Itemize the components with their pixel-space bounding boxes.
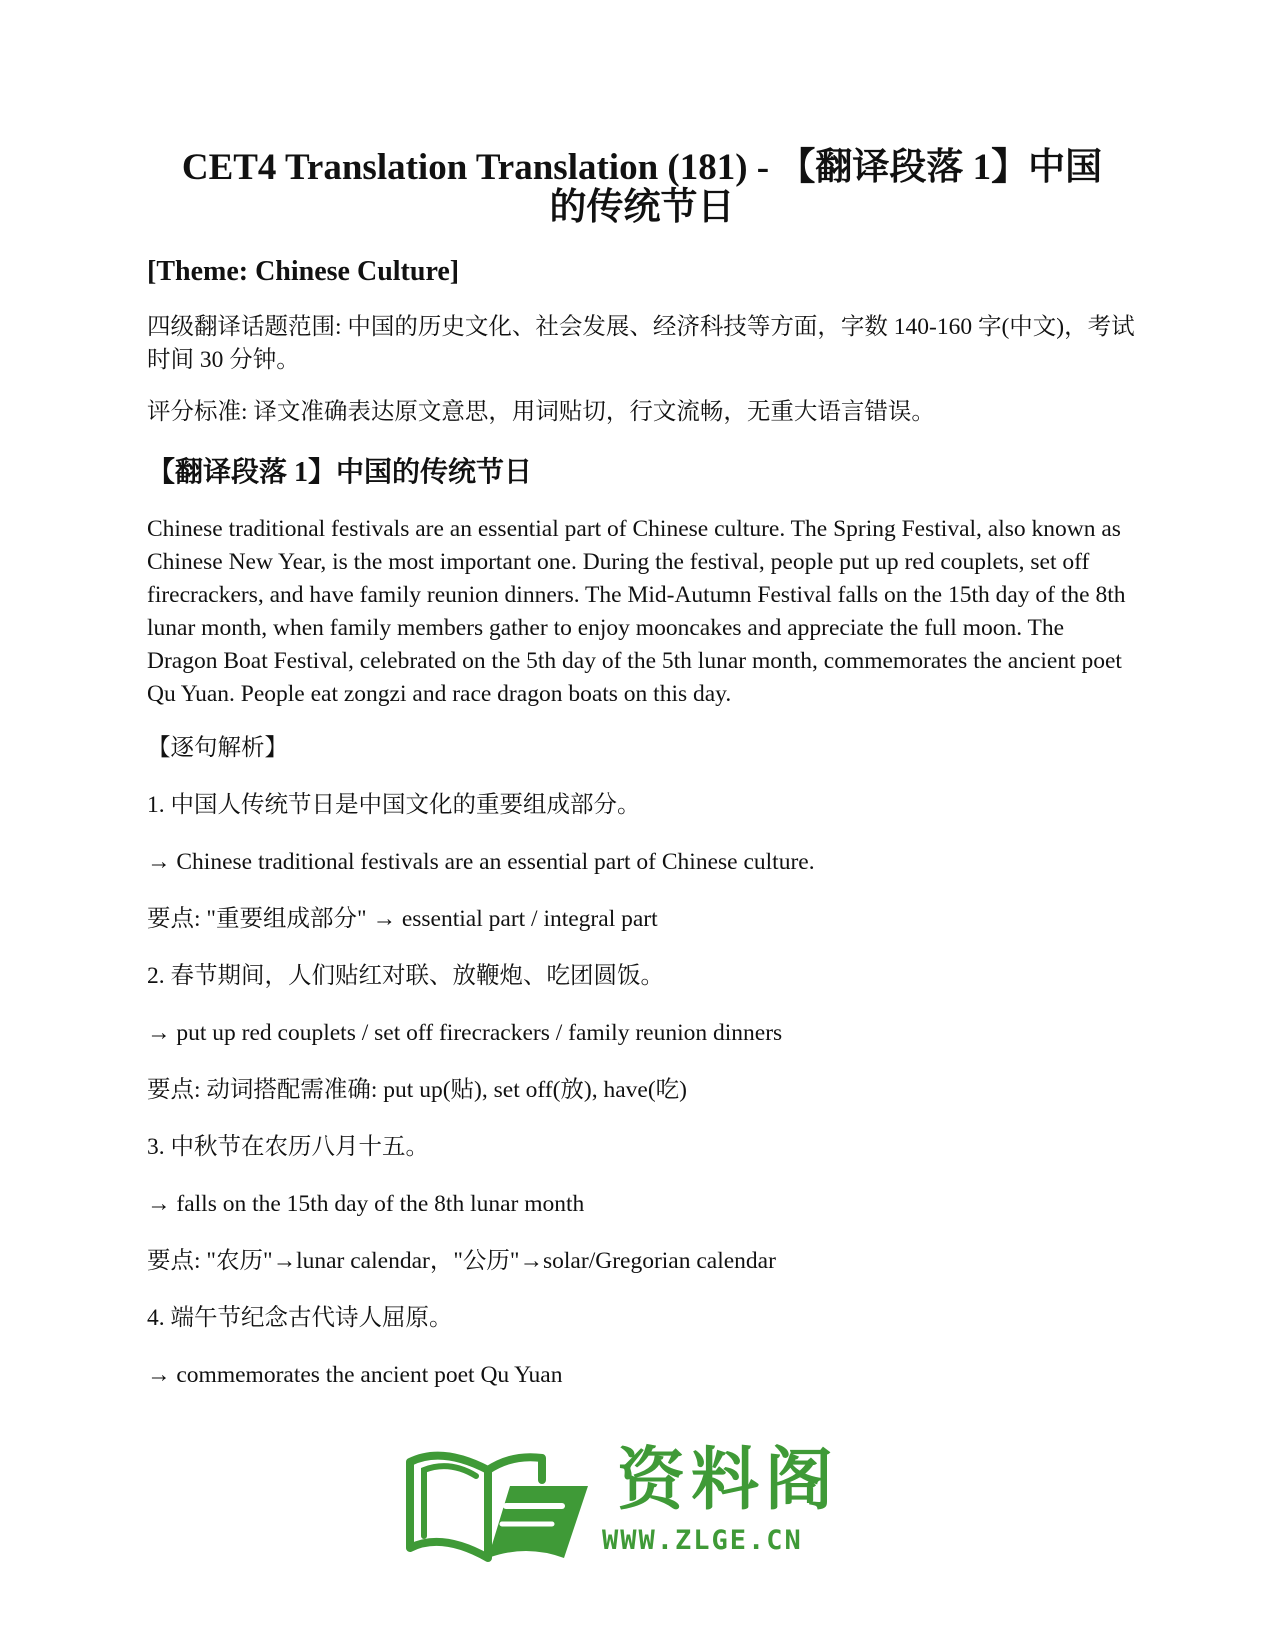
- watermark: [402, 1440, 872, 1570]
- title-line-2: 的传统节日: [549, 187, 735, 228]
- translation-passage: Chinese traditional festivals are an essential part of Chinese culture. The Spring Festival, also known as Chinese New Year, is the most important one. During the festival, people put up red couplets, set off firecrackers, and have family reunion dinners. The Mid-Autumn Festival falls on the 15th day of the 8th lunar month, when family members gather to enjoy mooncakes and appreciate the full moon. The Dragon Boat Festival, celebrated on the 5th day of the 5th lunar month, commemorates the ancient poet Qu Yuan. People eat zongzi and race dragon boats on this day.: [147, 516, 1126, 707]
- analysis-line: → put up red couplets / set off firecrackers / family reunion dinners: [147, 1020, 783, 1046]
- title-line-1: CET4 Translation Translation (181) - 【翻译段落 1】中国: [181, 147, 1103, 188]
- theme-heading: [Theme: Chinese Culture]: [147, 256, 460, 287]
- document-title: [147, 148, 1137, 228]
- analysis-line: 4. 端午节纪念古代诗人屈原。: [147, 1305, 453, 1331]
- book-logo-icon: [402, 1440, 592, 1570]
- watermark-url: WWW.ZLGE.CN: [602, 1525, 803, 1556]
- analysis-line: 要点: "农历"→lunar calendar，"公历"→solar/Gregorian calendar: [147, 1248, 776, 1274]
- analysis-label: 【逐句解析】: [147, 735, 288, 761]
- watermark-brand: 资料阁: [617, 1441, 840, 1520]
- analysis-line: 1. 中国人传统节日是中国文化的重要组成部分。: [147, 792, 641, 818]
- scope-paragraph: 四级翻译话题范围: 中国的历史文化、社会发展、经济科技等方面，字数 140-160 字(中文)，考试时间 30 分钟。: [147, 314, 1135, 373]
- analysis-list: [147, 789, 1137, 1392]
- analysis-line: 要点: 动词搭配需准确: put up(贴), set off(放), have(吃): [147, 1077, 687, 1103]
- section-heading: 【翻译段落 1】中国的传统节日: [147, 457, 533, 488]
- analysis-line: → falls on the 15th day of the 8th lunar month: [147, 1191, 585, 1217]
- criteria-paragraph: 评分标准: 译文准确表达原文意思，用词贴切，行文流畅，无重大语言错误。: [147, 399, 935, 425]
- analysis-line: → Chinese traditional festivals are an essential part of Chinese culture.: [147, 849, 815, 875]
- analysis-line: 2. 春节期间，人们贴红对联、放鞭炮、吃团圆饭。: [147, 963, 664, 989]
- analysis-line: → commemorates the ancient poet Qu Yuan: [147, 1362, 563, 1388]
- document-page: [147, 0, 1137, 1392]
- analysis-line: 要点: "重要组成部分" → essential part / integral part: [147, 906, 658, 932]
- analysis-line: 3. 中秋节在农历八月十五。: [147, 1134, 429, 1160]
